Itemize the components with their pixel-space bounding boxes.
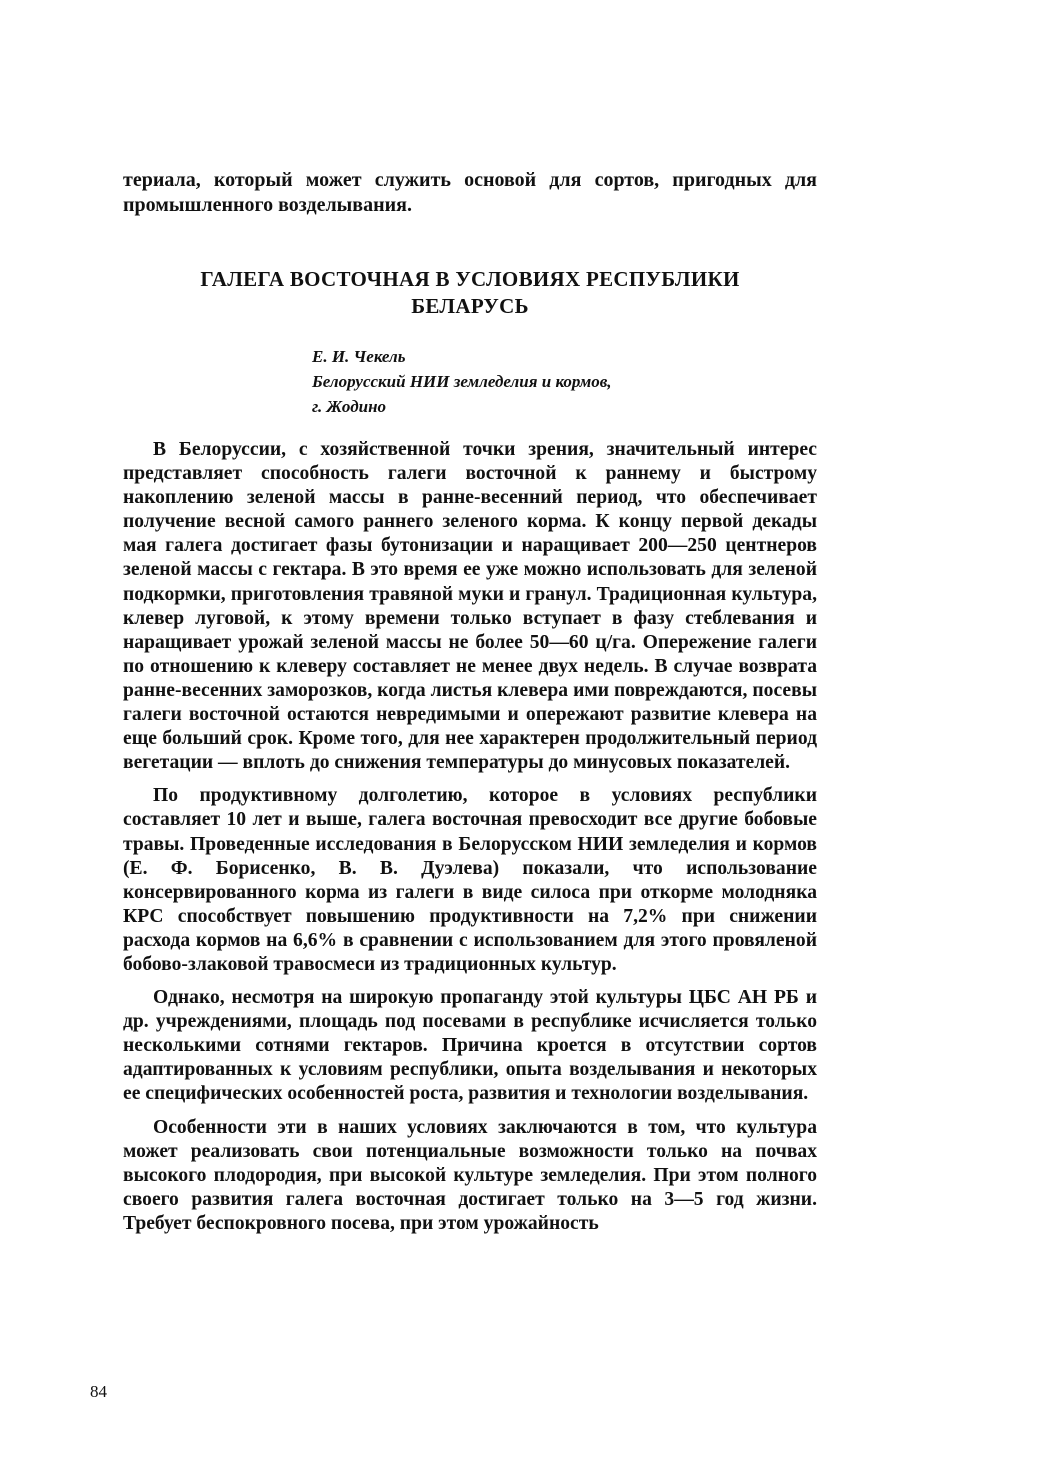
article-title-line-1: ГАЛЕГА ВОСТОЧНАЯ В УСЛОВИЯХ РЕСПУБЛИКИ (200, 267, 740, 291)
author-city: г. Жодино (312, 397, 387, 416)
body-paragraph-4: Особенности эти в наших условиях заключаются в том, что культура может реализовать свои потенциальные возможности только на почвах высокого плодородия, при высокой культуре земледелия. При этом полного своего развития галега восточная достигает только на 3—5 год жизни. Требует беспокровного посева, при этом урожайность (123, 1116, 817, 1234)
intro-paragraph: териала, который может служить основой для сортов, пригодных для промышленного возделывания. (123, 169, 817, 216)
body-paragraph-1: В Белоруссии, с хозяйственной точки зрения, значительный интерес представляет способность галеги восточной к раннему и быстрому накоплению зеленой массы в ранне-весенний период, что обеспечивает получение весной самого раннего зеленого корма. К концу первой декады мая галега достигает фазы бутонизации и наращивает 200—250 центнеров зеленой массы с гектара. В это время ее уже можно использовать для зеленой подкормки, приготовления травяной муки и гранул. Традиционная культура, клевер луговой, к этому времени только вступает в фазу стеблевания и наращивает урожай зеленой массы не более 50—60 ц/га. Опережение галеги по отношению к клеверу составляет не менее двух недель. В случае возврата ранне-весенних заморозков, когда листья клевера ими повреждаются, посевы галеги восточной остаются невредимыми и опережают развитие клевера на еще больший срок. Кроме того, для нее характерен продолжительный период вегетации — вплоть до снижения температуры до минусовых показателей. (123, 439, 817, 774)
author-block (312, 344, 612, 419)
body-paragraph-3: Однако, несмотря на широкую пропаганду этой культуры ЦБС АН РБ и др. учреждениями, площадь под посевами в республике исчисляется только несколькими сотнями гектаров. Причина кроется в отсутствии сортов адаптированных к условиям республики, опыта возделывания и некоторых ее специфических особенностей роста, развития и технологии возделывания. (123, 987, 817, 1105)
article-body (123, 438, 817, 1245)
article-title (123, 266, 817, 320)
author-affiliation: Белорусский НИИ земледелия и кормов, (312, 372, 612, 391)
article-title-line-2: БЕЛАРУСЬ (411, 294, 529, 318)
body-paragraph-2: По продуктивному долголетию, которое в условиях республики составляет 10 лет и выше, галега восточная превосходит все другие бобовые травы. Проведенные исследования в Белорусском НИИ земледелия и кормов (Е. Ф. Борисенко, В. В. Дуэлева) показали, что использование консервированного корма из галеги в виде силоса при откорме молодняка КРС способствует повышению продуктивности на 7,2% при снижении расхода кормов на 6,6% в сравнении с использованием для этого провяленой бобово-злаковой травосмеси из традиционных культур. (123, 785, 817, 975)
page-number: 84 (90, 1382, 107, 1401)
author-name: Е. И. Чекель (312, 347, 406, 366)
